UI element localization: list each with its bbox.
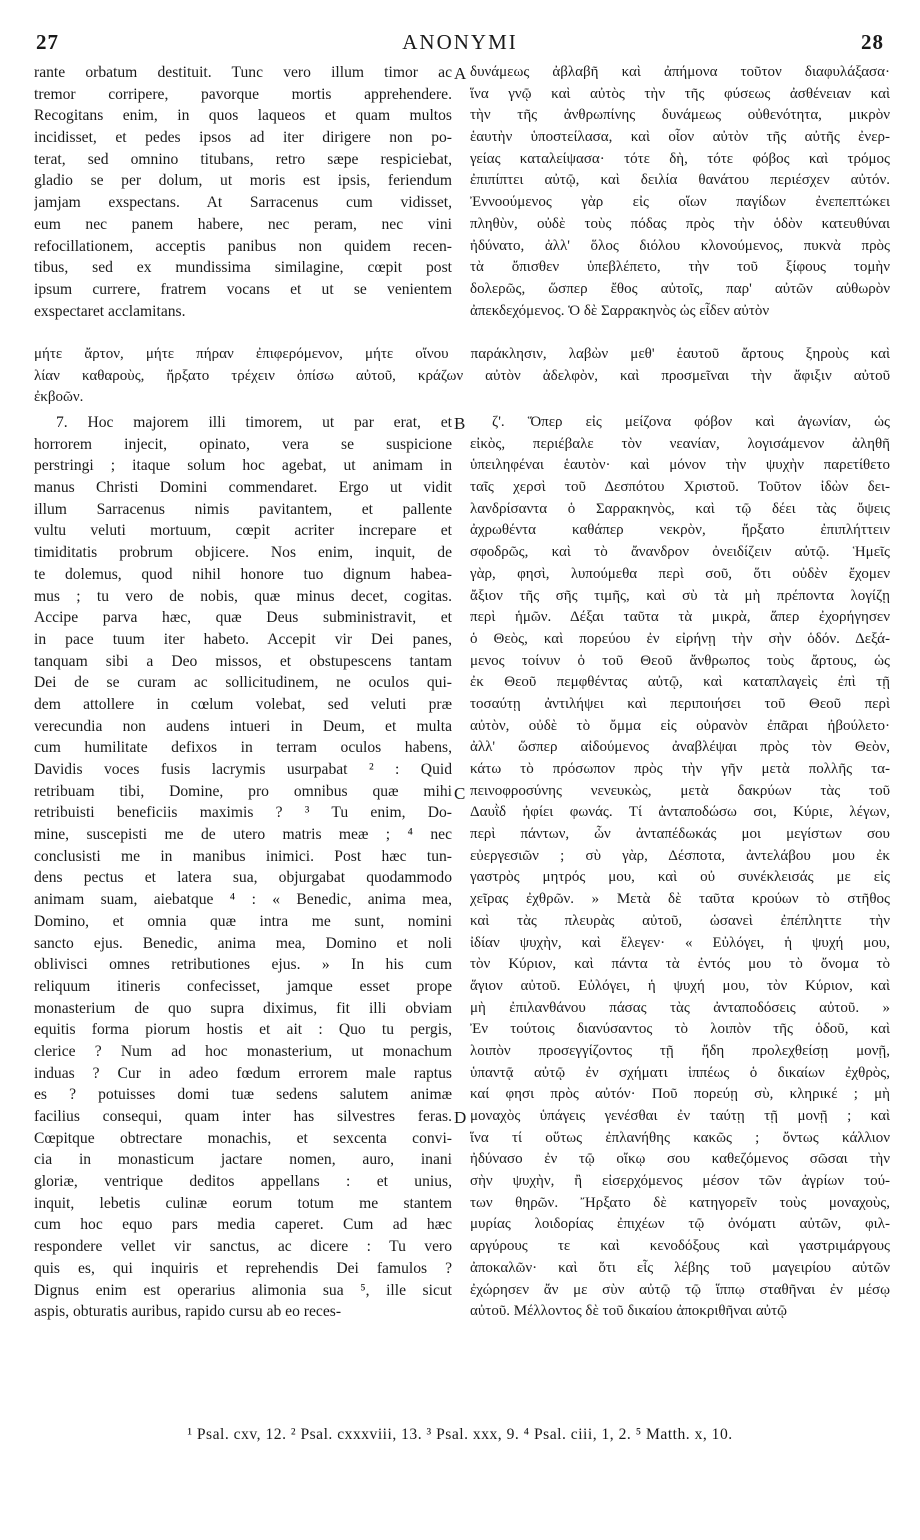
text-line: των θηρῶν. Ἤρξατο δὲ κατηγορεῖν τοὺς μοναχοὺς,	[470, 1194, 890, 1211]
text-line: equitis forma piorum hostis et ait : Quo tu pergis,	[34, 1021, 452, 1039]
text-line: ἐπιπίπτει αὐτῷ, καὶ δειλία θανάτου περιέσχεν αὐτόν.	[470, 172, 890, 189]
text-line: respondere vellet vir sanctus, ac dicere : Tu vero	[34, 1238, 452, 1256]
text-line: Domino, et omnia quæ intra me sunt, nomini	[34, 912, 452, 930]
text-line: cum hoc equo pars media caperet. Cum ad hæc	[34, 1216, 452, 1234]
text-line: rante orbatum destituit. Tunc vero illum timor ac	[34, 64, 452, 81]
text-line: facilius consequi, quam inter has silvestres feras.	[34, 1108, 452, 1125]
text-line: ἐκβοῶν.	[34, 389, 84, 406]
text-line: es ? potuisses domi tuæ sedens salutem animæ	[34, 1086, 452, 1104]
text-line: μήτε ἄρτον, μήτε πήραν ἐπιφερόμενον, μήτε οἴνου παράκλησιν, λαβὼν μεθ' ἑαυτοῦ ἄρτους ξηροὺς καὶ	[34, 346, 890, 362]
greek-full-width-lines	[34, 344, 890, 409]
text-line: dens pectus et latera sua, objurgabat quodammodo	[34, 869, 452, 887]
text-line: vultu veluti mortuum, cœpit acriter increpare et	[34, 522, 452, 540]
text-line: inquit, lebetis culinæ eorum totum me stantem	[34, 1194, 452, 1212]
greek-column-main	[470, 412, 890, 1323]
text-line: Dignus enim est operarius alimonia sua ⁵, ille sicut	[34, 1281, 452, 1299]
text-line: Dei de se curam ac sollicitudinem, ne oculos qui-	[34, 674, 452, 692]
text-line: tibus, sed ex mundissima similagine, cœpit post	[34, 259, 452, 277]
text-line: perstringi ; itaque solum hoc agebat, ut animam in	[34, 457, 452, 475]
text-line: Δαυῒδ ἠφίει φωνάς. Τί ἀνταποδώσω σοι, Κύριε, λέγων,	[470, 804, 890, 821]
text-line: tremor corripere, pavorque mortis apprehendere.	[34, 85, 452, 103]
text-line: Ἐν τούτοις διανύσαντος τὸ λοιπὸν τῆς ὁδοῦ, καὶ	[470, 1021, 890, 1038]
text-line: conclusisti me in manibus inimici. Post hæc tun-	[34, 847, 452, 865]
page-number-right: 28	[861, 30, 884, 54]
text-line: exspectaret acclamitans.	[34, 302, 186, 320]
text-line: Cœpitque obtrectare monachis, et sexcenta convi-	[34, 1129, 452, 1147]
text-line: ἐχώρησεν ἄν με σὺν αὐτῷ τῷ ἵππῳ σταθῆναι ἐν μέσῳ	[470, 1281, 890, 1298]
text-line: aspis, obturatis auribus, rapido cursu ab eo reces-	[34, 1303, 342, 1321]
text-line: timiditatis probrum objicere. Nos enim, inquit, de	[34, 544, 452, 562]
text-line: horrorem injecit, opinato, vera se suspicione	[34, 435, 452, 453]
text-line: γείας καταλείψασα· τότε δὴ, τότε φόβος καὶ τρόμος	[470, 150, 890, 167]
text-line: ἀλλ' ὥσπερ αἰδούμενος ἀναβλέψαι πρὸς τὸν Θεὸν,	[470, 739, 890, 756]
text-line: λίαν καθαροὺς, ἤρξατο τρέχειν ὀπίσω αὐτοῦ, κράζων αὐτὸν ἀδελφὸν, καὶ προσμεῖναι τὴν ἄφιξιν αὐτοῦ	[34, 367, 890, 384]
text-line: oblivisci omnes retributiones ejus. » In his cum	[34, 956, 452, 974]
text-line: κάτω τὸ πρόσωπον πρὸς τὴν γῆν μετὰ πολλῆς τα-	[470, 761, 890, 777]
text-line: illum Sarracenus nimis pavitantem, et pallente	[34, 500, 452, 518]
text-line: ἵνα τί οὕτως ἐπλανήθης κακῶς ; ὄντως κάλλιον	[470, 1129, 890, 1146]
text-line: αὐτὸν, οὐδὲ τὸ ὄμμα εἰς οὐρανὸν ἐπᾶραι ἠβούλετο·	[470, 717, 890, 734]
text-line: μὴ ἐπιλανθάνου πάσας τὰς ἀνταποδόσεις αὐτοῦ. »	[470, 999, 890, 1016]
text-line: quis es, qui inquiris et reprehendis Dei famulos ?	[34, 1259, 452, 1277]
text-line: monasterium de quo supra diximus, fit illi obviam	[34, 999, 452, 1017]
text-line: te dolemus, quod nihil honore tuo dignum habea-	[34, 565, 452, 583]
text-line: tanquam sibi a Deo missos, et obstupescens tantam	[34, 652, 452, 670]
text-line: Ἐννοούμενος γὰρ εἰς οἵων παγίδων ἐνεπεπτώκει	[470, 194, 890, 211]
text-line: λοιπὸν προσεγγίζοντος τῇ ἤδη προλεχθείσῃ μονῇ,	[470, 1042, 890, 1059]
text-line: δολερῶς, ὥσπερ ἔθος αὐτοῖς, παρ' αὐτῶν αὐθωρὸν	[470, 280, 890, 297]
text-line: πληθὺν, οὐδὲ τοὺς πόδας πρὸς τὴν ὁδὸν κατευθύναι	[470, 215, 890, 232]
text-line: clerice ? Num ad hoc monasterium, ut monachum	[34, 1042, 452, 1060]
text-line: ἀπεκδεχόμενος. Ὁ δὲ Σαρρακηνὸς ὡς εἶδεν αὐτὸν	[470, 302, 770, 319]
text-line: mine, suscepisti me de utero matris meæ ; ⁴ nec	[34, 826, 452, 844]
page-number-left: 27	[36, 30, 59, 54]
text-line: dem attollere in cœlum volebat, sed veluti præ	[34, 695, 452, 713]
text-line: μενος τοίνυν ὁ τοῦ Θεοῦ ἄνθρωπος τοὺς ἄρτους, ὡς	[470, 652, 890, 669]
text-line: jamjam exspectans. At Sarracenus cum vidisset,	[34, 194, 452, 212]
text-line: ἑαυτὴν ὑποστείλασα, καὶ οἷον αὐτὸν τῆς αὐτῆς ἐνερ-	[470, 129, 890, 146]
latin-column-top	[34, 62, 452, 322]
text-line: ἀποκαλῶν· καὶ ὅτι εἷς λέβης τοῦ μαγειρίου αὐτῶν	[470, 1259, 890, 1276]
text-line: ipsum currere, fratrem vocans et ut se venientem	[34, 280, 452, 298]
text-line: cia in monasticum jactare nomen, auro, inani	[34, 1151, 452, 1169]
text-line: εὐεργεσιῶν ; σὺ γὰρ, Δέσποτα, ἀντελάβου μου ἐκ	[470, 847, 890, 864]
text-line: γαστρὸς μητρός μου, καὶ οὐ συνέκλεισάς με εἰς	[470, 869, 890, 886]
text-line: ὁ Θεὸς, καὶ πορεύου ἐν εἰρήνῃ τὴν σὴν ὁδόν. Δεξά-	[470, 630, 890, 647]
text-line: in pace tuum iter habeto. Accepit vir Dei panes,	[34, 630, 452, 648]
text-line: eum nec panem habere, nec peram, nec vini	[34, 215, 452, 233]
running-title: ΑΝΟΝΥΜΙ	[402, 30, 518, 54]
text-line: sancto ejus. Benedic, anima mea, Domino et noli	[34, 934, 452, 952]
text-line: Recogitans enim, in quos laqueos et quam multos	[34, 107, 452, 125]
margin-marker-b: B	[454, 414, 466, 433]
text-line: περὶ ἡμῶν. Δέξαι ταῦτα τὰ μικρὰ, ἅπερ ἐχορήγησεν	[470, 609, 890, 626]
text-line: καί φησι πρὸς αὐτόν· Ποῦ πορεύῃ σὺ, κληρικέ ; μὴ	[470, 1086, 890, 1103]
text-line: 7. Hoc majorem illi timorem, ut par erat, et	[56, 414, 452, 431]
text-line: τὸν Κύριον, καὶ πάντα τὰ ἐντός μου τὸ ὄνομα τὸ	[470, 956, 890, 973]
text-line: ἰδίαν ψυχὴν, καὶ ἔλεγεν· « Εὐλόγει, ἡ ψυχή μου,	[470, 934, 890, 951]
text-line: incidisset, et pedes ipsos ad iter dirigere non po-	[34, 129, 452, 147]
text-line: ταῖς χερσὶ τοῦ Δεσπότου Χριστοῦ. Τοῦτον ἰδὼν δει-	[470, 479, 890, 496]
text-line: retribuam tibi, Domine, pro omnibus quæ mihi	[34, 782, 452, 800]
margin-marker-d: D	[454, 1108, 467, 1127]
text-line: τὴν τῆς ἀνθρωπίνης δυνάμεως οὐθενότητα, μικρὸν	[470, 107, 890, 124]
text-line: gloriæ, ventrique deditos appellans : et unius,	[34, 1173, 452, 1191]
text-line: cum humilitate defixos in terram oculos habens,	[34, 739, 452, 757]
latin-column-main	[34, 412, 452, 1323]
text-line: περὶ πάντων, ὧν ἀνταπέδωκάς μοι μεγίστων σου	[470, 826, 890, 843]
text-line: τοσαύτῃ ἀντιλήψει καὶ περιποιήσει τοῦ Θεοῦ περὶ	[470, 695, 890, 712]
running-header	[36, 30, 884, 56]
margin-marker-c: C	[454, 784, 466, 803]
text-line: retribuisti beneficiis maximis ? ³ Tu enim, Do-	[34, 804, 452, 822]
text-line: γὰρ, φησὶ, λυπούμεθα περὶ σοῦ, ὅτι οὐδὲν ἔχομεν	[470, 565, 890, 582]
text-line: ἠδύνατο, ἀλλ' ὅλος διόλου κλονούμενος, πυκνὰ πρὸς	[470, 237, 890, 254]
text-line: ζ'. Ὅπερ εἰς μείζονα φόβον καὶ ἀγωνίαν, ὡς	[492, 414, 890, 430]
footnotes: ¹ Psal. cxv, 12. ² Psal. cxxxviii, 13. ³ Psal. xxx, 9. ⁴ Psal. ciii, 1, 2. ⁵ Matth. x, 10.	[187, 1426, 733, 1443]
text-line: manus Christi Domini commendaret. Ergo ut vidit	[34, 479, 452, 497]
text-line: μοναχὸς ὑπάγεις γενέσθαι ἐν ταύτῃ τῇ μονῇ ; καὶ	[470, 1108, 890, 1124]
text-line: αργύρους τε καὶ κενοδόξους καὶ γαστριμάργους	[470, 1238, 890, 1255]
text-line: σφοδρῶς, καὶ τὸ ἄνανδρον ὀνειδίζειν αὐτῷ. Ἡμεῖς	[470, 544, 890, 561]
text-line: λανδρίσαντα ὁ Σαρρακηνὸς, καὶ τῷ δέει τὰς ὄψεις	[470, 500, 890, 517]
margin-marker-a: A	[454, 64, 467, 83]
text-line: verecundia non audens intueri in Deum, et multa	[34, 717, 452, 735]
text-line: Accipe parva hæc, quæ Deus subministravit, et	[34, 609, 452, 627]
text-line: induas ? Cur in adeo fœdum errorem male raptus	[34, 1064, 452, 1082]
text-line: animam suam, aiebatque ⁴ : « Benedic, anima mea,	[34, 891, 452, 909]
text-line: ἀχρωθέντα καθάπερ νεκρὸν, ἤρξατο ἐπιπλήττειν	[470, 522, 890, 539]
text-line: ἵνα γνῷ καὶ αὐτὸς τὴν τῆς φύσεως ἀσθένειαν καὶ	[470, 85, 890, 102]
text-line: mus ; tu vero de nobis, quæ minus decet, cogitas.	[34, 587, 452, 605]
text-line: εἰκὸς, περιέβαλε τὸν νεανίαν, λογισάμενον ἀληθῆ	[470, 435, 890, 452]
text-line: ἐκ Θεοῦ πεμφθέντας αὐτῷ, καὶ καταπλαγεὶς ἐπὶ τῇ	[470, 674, 890, 691]
text-line: χεῖρας ἐχθρῶν. » Μετὰ δὲ ταῦτα κρούων τὸ στῆθος	[470, 891, 890, 908]
text-line: πεινοφροσύνης νενευκὼς, μετὰ δακρύων τὰς τοῦ	[470, 782, 890, 799]
text-line: ἄξιον τῆς σῆς τιμῆς, καὶ σὺ τὰ μὴ πρέποντα λογίζῃ	[470, 587, 890, 604]
text-line: ὑπειληφέναι ἑαυτὸν· καὶ μόνον τὴν ψυχὴν παρετίθετο	[470, 457, 890, 474]
text-line: refocillationem, acceptis panibus non quidem recen-	[34, 237, 452, 255]
text-line: αὐτοῦ. Μέλλοντος δὲ τοῦ δικαίου ἀποκριθῆναι αὐτῷ	[470, 1303, 787, 1320]
text-line: terat, sed omnino titubans, retro sæpe respiciebat,	[34, 150, 452, 168]
text-line: ὑπαντᾷ αὐτῷ ἐν σχήματι ἱππέως ὁ δικαίων ἐχθρὸς,	[470, 1064, 890, 1081]
text-line: σὴν ψυχὴν, ἢ εἰσερχόμενος μέσον τῶν ἀγρίων τού-	[470, 1173, 890, 1190]
text-line: τὰ ὄπισθεν ὑπεβλέπετο, τὴν τοῦ ξίφους τομὴν	[470, 259, 890, 276]
text-line: καὶ τὰς πλευρὰς αὐτοῦ, ὡσανεὶ ἐπέπληττε τὴν	[470, 912, 890, 929]
text-line: δυνάμεως ἀβλαβῆ καὶ ἀπήμονα τοῦτον διαφυλάξασα·	[470, 64, 890, 80]
text-line: gladio se per dolum, ut moris est ipsis, feriendum	[34, 172, 452, 190]
text-line: ἠδύνασο ἐν τῷ οἴκῳ σου καθεζόμενος σῶσαι τὴν	[470, 1151, 890, 1168]
text-line: μυρίας λοιδορίας ἐπιχέων τῷ ὀνόματι αὐτῶν, φιλ-	[470, 1216, 890, 1233]
text-line: Davidis voces fusis lacrymis usurpabat ² : Quid	[34, 761, 452, 778]
text-line: reliquum itineris confecisset, jamque esset prope	[34, 977, 452, 995]
text-line: ἅγιον αὐτοῦ. Εὐλόγει, ἡ ψυχή μου, τὸν Κύριον, καὶ	[470, 977, 890, 994]
greek-column-top	[470, 62, 890, 322]
